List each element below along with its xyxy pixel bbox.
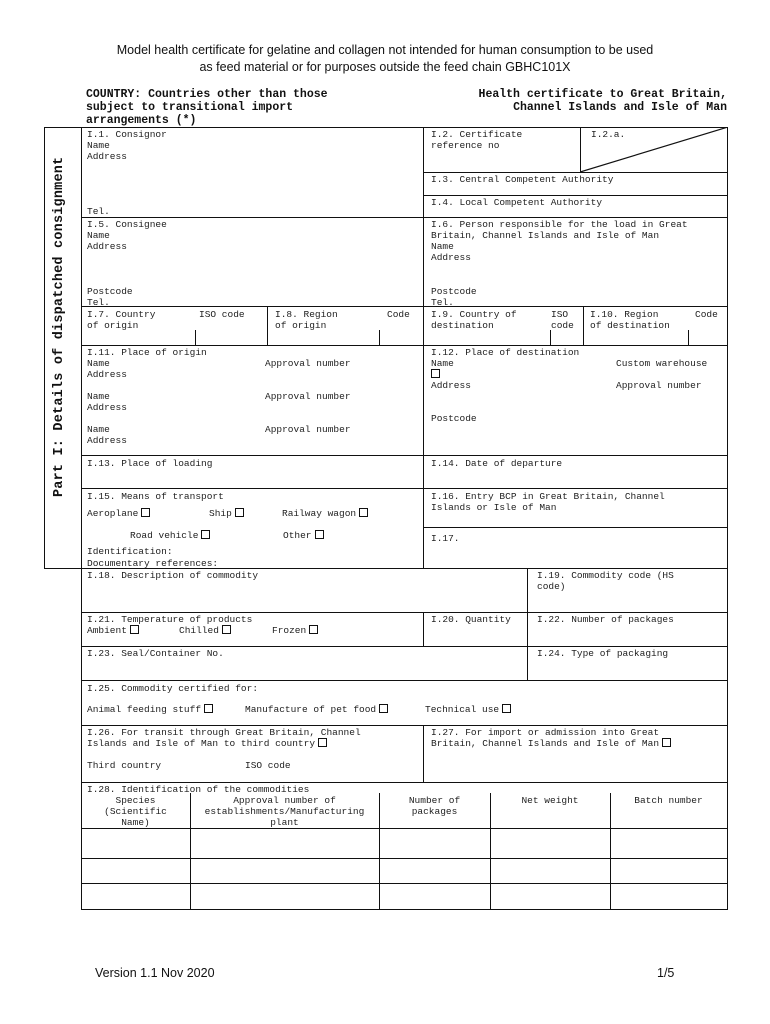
col-species-1: Species xyxy=(115,795,156,806)
col-packages-2: packages xyxy=(411,806,458,817)
line-i26 xyxy=(81,725,727,726)
line-i23 xyxy=(81,646,727,647)
field-i6-label-2: Britain, Channel Islands and Isle of Man xyxy=(431,230,660,241)
field-i16-label-2: Islands or Isle of Man xyxy=(431,502,557,513)
ambient-label: Ambient xyxy=(87,625,127,636)
col-batch-number: Batch number xyxy=(634,795,703,806)
line-i5 xyxy=(81,217,727,218)
line-i15 xyxy=(81,488,727,489)
certified-technical-use xyxy=(425,704,511,715)
field-i14-label: I.14. Date of departure xyxy=(431,458,563,469)
i12-custom-warehouse: Custom warehouse xyxy=(616,358,708,369)
aeroplane-checkbox[interactable] xyxy=(141,508,150,517)
center-divider xyxy=(423,127,424,568)
field-i8-label: I.8. Region xyxy=(275,309,338,320)
line-i13 xyxy=(81,455,727,456)
field-i27-label-2 xyxy=(431,738,671,749)
field-i2-label: I.2. Certificate xyxy=(431,129,523,140)
field-i12-label: I.12. Place of destination xyxy=(431,347,580,358)
chilled-checkbox[interactable] xyxy=(222,625,231,634)
tick-i8 xyxy=(379,330,380,345)
i12-approval: Approval number xyxy=(616,380,702,391)
transport-ship xyxy=(209,508,244,519)
part-frame-left xyxy=(44,127,45,568)
part-one-side-label: Part I: Details of dispatched consignment xyxy=(52,156,67,497)
col-net-weight: Net weight xyxy=(521,795,579,806)
i7-iso-code: ISO code xyxy=(199,309,245,320)
i11-address-3: Address xyxy=(87,435,127,446)
field-i28-label: I.28. Identification of the commodities xyxy=(87,784,310,795)
field-i19-label: I.19. Commodity code (HS xyxy=(537,570,674,581)
frame-right xyxy=(727,127,728,910)
country-label: COUNTRY: Countries other than those xyxy=(86,88,328,101)
field-i11-label: I.11. Place of origin xyxy=(87,347,207,358)
i11-address-2: Address xyxy=(87,402,127,413)
temp-frozen xyxy=(272,625,318,636)
pet-food-checkbox[interactable] xyxy=(379,704,388,713)
divider-i20 xyxy=(423,612,424,646)
i9-code: code xyxy=(551,320,574,331)
road-vehicle-checkbox[interactable] xyxy=(201,530,210,539)
certified-pet-food xyxy=(245,704,388,715)
i26-iso-code: ISO code xyxy=(245,760,291,771)
line-i21 xyxy=(81,612,727,613)
health-certificate-title-2: Channel Islands and Isle of Man xyxy=(513,101,727,114)
divider-i27 xyxy=(423,725,424,782)
i5-address: Address xyxy=(87,241,127,252)
field-i17-label: I.17. xyxy=(431,533,460,544)
aeroplane-label: Aeroplane xyxy=(87,508,139,519)
i10-code: Code xyxy=(695,309,718,320)
ship-checkbox[interactable] xyxy=(235,508,244,517)
transport-aeroplane xyxy=(87,508,150,519)
i1-tel: Tel. xyxy=(87,206,110,217)
field-i2a-label: I.2.a. xyxy=(591,129,626,140)
i26-text: Islands and Isle of Man to third country xyxy=(87,738,316,749)
i6-tel: Tel. xyxy=(431,297,454,308)
i5-postcode: Postcode xyxy=(87,286,133,297)
i11-approval-3: Approval number xyxy=(265,424,351,435)
table-row-line-3 xyxy=(81,883,727,884)
field-i25-label: I.25. Commodity certified for: xyxy=(87,683,259,694)
field-i6-label: I.6. Person responsible for the load in Great xyxy=(431,219,688,230)
field-i23-label: I.23. Seal/Container No. xyxy=(87,648,224,659)
field-i9-label-2: destination xyxy=(431,320,494,331)
field-i7-label: I.7. Country xyxy=(87,309,156,320)
transport-road xyxy=(130,530,210,541)
railway-wagon-label: Railway wagon xyxy=(282,508,357,519)
line-i4 xyxy=(423,195,727,196)
table-row-line-1 xyxy=(81,828,727,829)
i11-name-2: Name xyxy=(87,391,110,402)
line-i7 xyxy=(81,306,727,307)
temp-chilled xyxy=(179,625,231,636)
pet-food-label: Manufacture of pet food xyxy=(245,704,377,715)
other-label: Other xyxy=(283,530,312,541)
railway-wagon-checkbox[interactable] xyxy=(359,508,368,517)
health-certificate-title: Health certificate to Great Britain, xyxy=(478,88,727,101)
field-i27-label: I.27. For import or admission into Great xyxy=(431,727,660,738)
import-checkbox[interactable] xyxy=(662,738,671,747)
i12-postcode: Postcode xyxy=(431,413,477,424)
frozen-label: Frozen xyxy=(272,625,307,636)
i11-name-1: Name xyxy=(87,358,110,369)
i8-code: Code xyxy=(387,309,410,320)
col-approval-2: establishments/Manufacturing xyxy=(204,806,365,817)
i12-name: Name xyxy=(431,358,454,369)
i6-postcode: Postcode xyxy=(431,286,477,297)
temp-ambient xyxy=(87,625,139,636)
i12-address: Address xyxy=(431,380,471,391)
field-i21-label: I.21. Temperature of products xyxy=(87,614,253,625)
part-frame-bottom xyxy=(44,568,81,569)
i6-address: Address xyxy=(431,252,471,263)
animal-feeding-label: Animal feeding stuff xyxy=(87,704,202,715)
ship-label: Ship xyxy=(209,508,232,519)
field-i1-label: I.1. Consignor xyxy=(87,129,167,140)
country-label-3: arrangements (*) xyxy=(86,114,197,127)
i5-name: Name xyxy=(87,230,110,241)
certified-animal-feeding xyxy=(87,704,213,715)
col-approval-3: plant xyxy=(270,817,299,828)
frame-bottom xyxy=(81,909,728,910)
line-i25 xyxy=(81,680,727,681)
i5-tel: Tel. xyxy=(87,297,110,308)
technical-use-checkbox[interactable] xyxy=(502,704,511,713)
tick-i7 xyxy=(195,330,196,345)
field-i19-label-2: code) xyxy=(537,581,566,592)
field-i18-label: I.18. Description of commodity xyxy=(87,570,259,581)
i15-identification: Identification: xyxy=(87,546,173,557)
country-label-2: subject to transitional import xyxy=(86,101,294,114)
i11-approval-1: Approval number xyxy=(265,358,351,369)
field-i24-label: I.24. Type of packaging xyxy=(537,648,669,659)
table-row-line-2 xyxy=(81,858,727,859)
i1-name: Name xyxy=(87,140,110,151)
field-i15-label: I.15. Means of transport xyxy=(87,491,224,502)
field-i2-label-2: reference no xyxy=(431,140,500,151)
col-approval-1: Approval number of xyxy=(233,795,336,806)
animal-feeding-checkbox[interactable] xyxy=(204,704,213,713)
transit-checkbox[interactable] xyxy=(318,738,327,747)
i11-approval-2: Approval number xyxy=(265,391,351,402)
divider-i10 xyxy=(583,306,584,345)
transport-other xyxy=(283,530,324,541)
i1-address: Address xyxy=(87,151,127,162)
table-col-4 xyxy=(610,793,611,909)
document-title-line1: Model health certificate for gelatine and collagen not intended for human consumption to be used xyxy=(116,43,654,57)
field-i9-label: I.9. Country of xyxy=(431,309,517,320)
road-vehicle-label: Road vehicle xyxy=(130,530,199,541)
frozen-checkbox[interactable] xyxy=(309,625,318,634)
table-col-3 xyxy=(490,793,491,909)
technical-use-label: Technical use xyxy=(425,704,500,715)
i6-name: Name xyxy=(431,241,454,252)
divider-i8 xyxy=(267,306,268,345)
i12-checkbox-wrap xyxy=(428,369,440,380)
field-i26-label: I.26. For transit through Great Britain, Channel xyxy=(87,727,361,738)
line-i17 xyxy=(423,527,727,528)
i27-text: Britain, Channel Islands and Isle of Man xyxy=(431,738,660,749)
field-i3-label: I.3. Central Competent Authority xyxy=(431,174,614,185)
field-i5-label: I.5. Consignee xyxy=(87,219,167,230)
col-species-2: (Scientific xyxy=(104,806,167,817)
version-label: Version 1.1 Nov 2020 xyxy=(95,966,215,980)
line-i11 xyxy=(81,345,727,346)
tick-i10 xyxy=(688,330,689,345)
field-i7-label-2: of origin xyxy=(87,320,139,331)
field-i8-label-2: of origin xyxy=(275,320,327,331)
chilled-label: Chilled xyxy=(179,625,219,636)
col-species-3: Name) xyxy=(121,817,150,828)
ambient-checkbox[interactable] xyxy=(130,625,139,634)
field-i22-label: I.22. Number of packages xyxy=(537,614,674,625)
page-number: 1/5 xyxy=(657,966,675,980)
transport-railway xyxy=(282,508,368,519)
field-i10-label-2: of destination xyxy=(590,320,670,331)
field-i10-label: I.10. Region xyxy=(590,309,659,320)
field-i4-label: I.4. Local Competent Authority xyxy=(431,197,603,208)
i15-documentary-refs: Documentary references: xyxy=(87,558,219,569)
divider-i19 xyxy=(527,568,528,680)
custom-warehouse-checkbox[interactable] xyxy=(431,369,440,378)
i11-address-1: Address xyxy=(87,369,127,380)
col-packages-1: Number of xyxy=(408,795,461,806)
tick-i9 xyxy=(550,330,551,345)
field-i20-label: I.20. Quantity xyxy=(431,614,511,625)
i11-name-3: Name xyxy=(87,424,110,435)
i26-third-country: Third country xyxy=(87,760,162,771)
frame-left xyxy=(81,127,82,910)
line-i28 xyxy=(81,782,727,783)
field-i16-label: I.16. Entry BCP in Great Britain, Channel xyxy=(431,491,665,502)
i9-iso: ISO xyxy=(551,309,569,320)
field-i26-label-2 xyxy=(87,738,327,749)
other-checkbox[interactable] xyxy=(315,530,324,539)
field-i13-label: I.13. Place of loading xyxy=(87,458,213,469)
document-title-line2: as feed material or for purposes outside the feed chain GBHC101X xyxy=(199,60,571,74)
